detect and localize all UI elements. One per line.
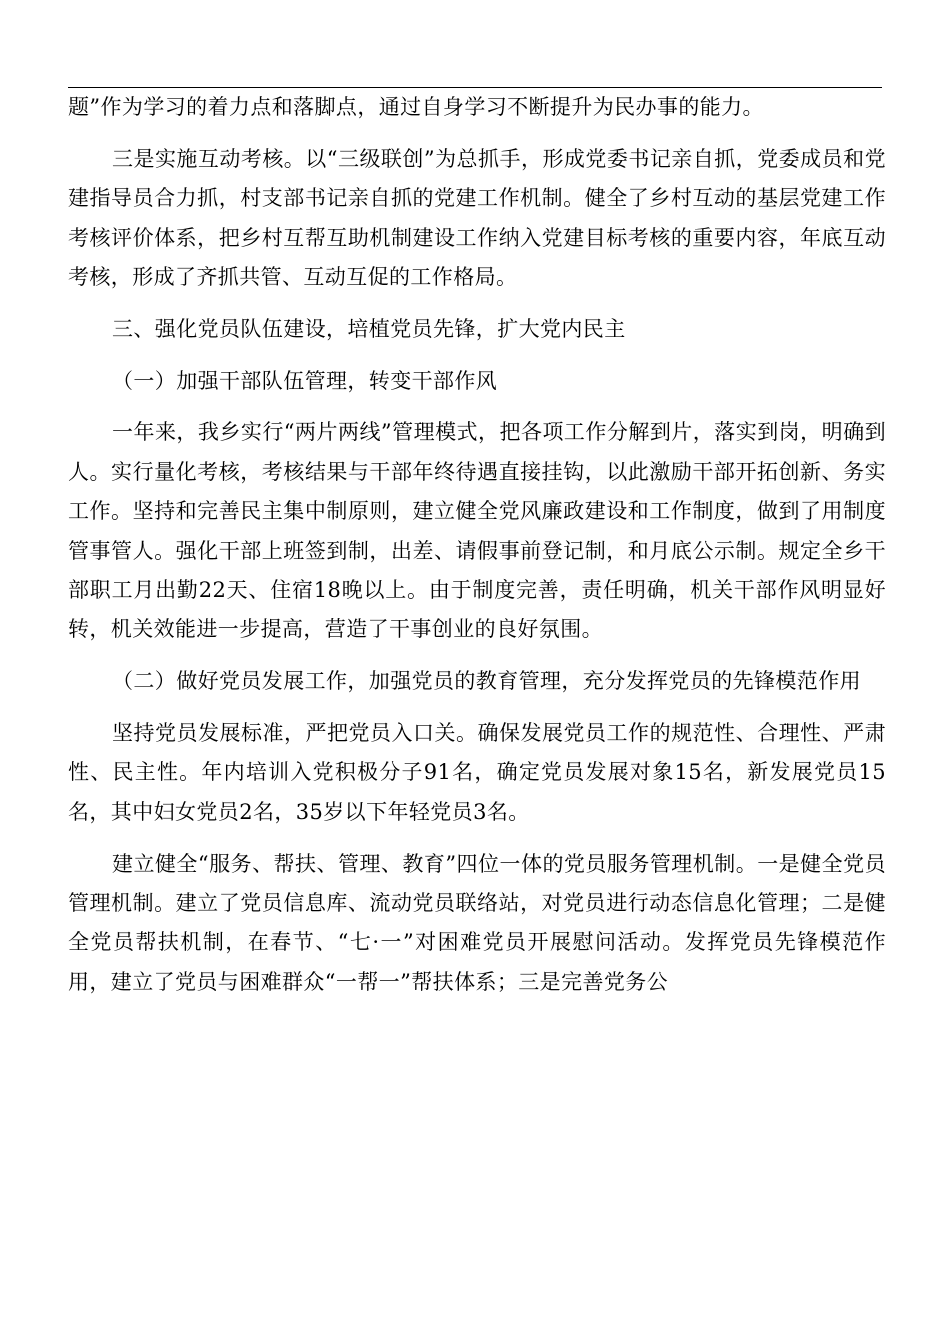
subsection-heading-1: （一）加强干部队伍管理，转变干部作风 <box>112 368 498 393</box>
paragraph-cadre-management: 一年来，我乡实行“两片两线”管理模式，把各项工作分解到片，落实到岗，明确到人。实行量化考核，考核结果与干部年终待遇直接挂钩，以此激励干部开拓创新、务实工作。坚持和完善民主集中制原则，建立健全党风廉政建设和工作制度，做到了用制度管事管人。强化干部上班签到制，出差、请假事前登记制，和月底公示制。规定全乡干部职工月出勤22天、住宿18晚以上。由于制度完善，责任明确，机关干部作风明显好转，机关效能进一步提高，营造了干事创业的良好氛围。 <box>68 420 886 642</box>
section-heading-3: 三、强化党员队伍建设，培植党员先锋，扩大党内民主 <box>112 316 626 341</box>
document-body <box>68 88 886 1015</box>
paragraph-interactive-assessment: 三是实施互动考核。以“三级联创”为总抓手，形成党委书记亲自抓，党委成员和党建指导员合力抓，村支部书记亲自抓的党建工作机制。健全了乡村互动的基层党建工作考核评价体系，把乡村互帮互助机制建设工作纳入党建目标考核的重要内容，年底互动考核，形成了齐抓共管、互动互促的工作格局。 <box>68 146 886 290</box>
paragraph-continuation: 题”作为学习的着力点和落脚点，通过自身学习不断提升为民办事的能力。 <box>68 95 764 119</box>
paragraph-service-mechanism: 建立健全“服务、帮扶、管理、教育”四位一体的党员服务管理机制。一是健全党员管理机制。建立了党员信息库、流动党员联络站，对党员进行动态信息化管理；二是健全党员帮扶机制，在春节、“七·一”对困难党员开展慰问活动。发挥党员先锋模范作用，建立了党员与困难群众“一帮一”帮扶体系；三是完善党务公 <box>68 851 886 994</box>
paragraph-member-development: 坚持党员发展标准，严把党员入口关。确保发展党员工作的规范性、合理性、严肃性、民主性。年内培训入党积极分子91名，确定党员发展对象15名，新发展党员15名，其中妇女党员2名，35岁以下年轻党员3名。 <box>68 721 886 824</box>
subsection-heading-2: （二）做好党员发展工作，加强党员的教育管理，充分发挥党员的先锋模范作用 <box>112 669 861 694</box>
